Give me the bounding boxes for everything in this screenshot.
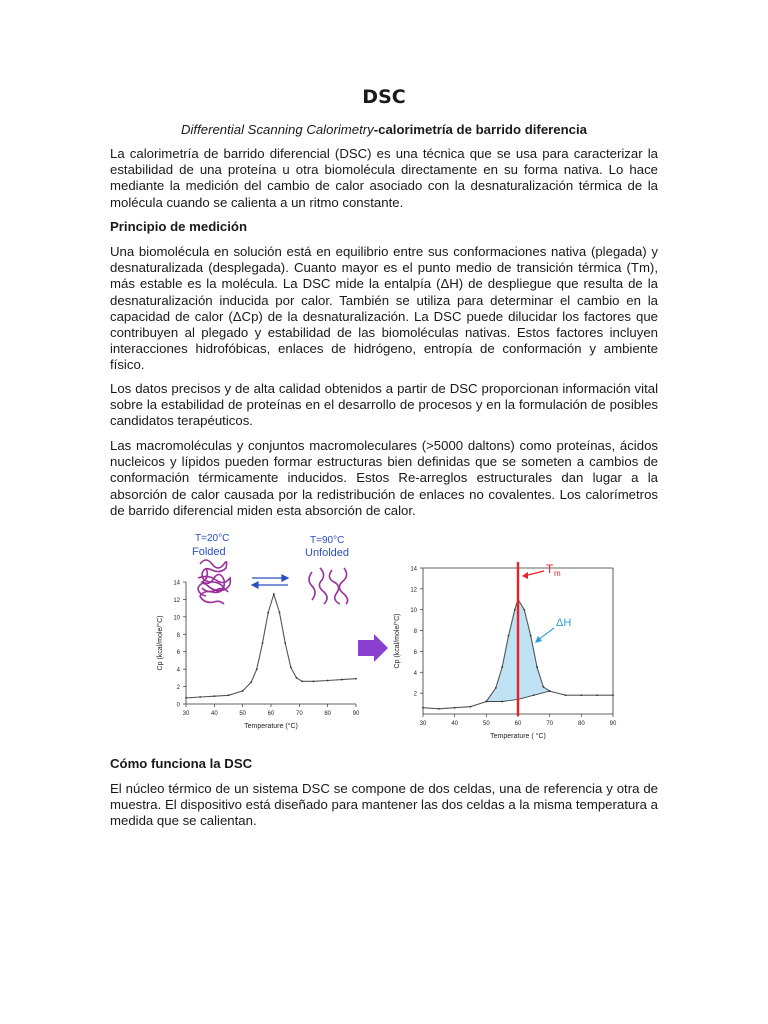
cp-curve (186, 594, 356, 698)
y-tick-label: 8 (176, 632, 180, 639)
data-point (514, 609, 516, 611)
x-tick-label: 50 (482, 721, 490, 727)
data-point (273, 593, 275, 595)
paragraph-data-quality: Los datos precisos y de alta calidad obtenidos a partir de DSC proporcionan información vital sobre la estabilidad de proteínas en el desarrollo de procesos y en la formulación de posibles candidatos terapéuticos. (110, 381, 658, 429)
folded-molecule-icon (198, 560, 230, 604)
data-point (542, 686, 544, 688)
y-tick-label: 10 (410, 608, 417, 615)
x-axis-label: Temperature (°C) (244, 723, 298, 730)
data-point (301, 680, 303, 682)
unfolded-molecule-icon (309, 568, 348, 604)
y-tick-label: 2 (413, 691, 417, 698)
y-axis-label: Cp (kcal/mole/°C) (157, 615, 164, 671)
data-point (262, 642, 264, 644)
data-point (279, 612, 281, 614)
y-tick-label: 2 (176, 685, 180, 692)
heading-principle: Principio de medición (110, 219, 248, 234)
data-point (296, 677, 298, 679)
data-point (470, 706, 472, 708)
folded-temp-label: T=20°C (195, 533, 230, 544)
data-point (536, 666, 538, 668)
x-tick-label: 40 (210, 711, 218, 717)
x-tick-label: 30 (182, 711, 190, 717)
tm-pointer-head (522, 572, 528, 579)
paragraph-how-it-works: El núcleo térmico de un sistema DSC se compone de dos celdas, una de referencia y otra de muestra. El dispositivo está diseñado para mantener las dos celdas a la misma temperatura a medida que se calientan. (110, 781, 658, 829)
data-point (495, 687, 497, 689)
dh-label: ΔH (556, 617, 572, 629)
data-point (485, 701, 487, 703)
x-tick-label: 50 (239, 711, 247, 717)
data-point (341, 679, 343, 681)
heading-how-it-works: Cómo funciona la DSC (110, 756, 253, 771)
data-point (580, 694, 582, 696)
data-point (612, 694, 614, 696)
y-tick-label: 12 (410, 587, 417, 594)
x-tick-label: 40 (451, 721, 459, 727)
tm-subscript: m (554, 569, 561, 578)
x-tick-label: 90 (609, 721, 617, 727)
data-point (454, 707, 456, 709)
x-tick-label: 70 (295, 711, 303, 717)
y-axis-label: Cp (kcal/mole/°C) (394, 613, 401, 669)
x-axis-label: Temperature ( °C) (490, 733, 546, 740)
dh-pointer (538, 628, 554, 640)
data-point (508, 635, 510, 637)
y-tick-label: 14 (173, 580, 180, 587)
data-point (242, 690, 244, 692)
y-tick-label: 0 (176, 702, 180, 709)
data-point (533, 694, 535, 696)
data-point (596, 694, 598, 696)
y-tick-label: 4 (176, 667, 180, 674)
data-point (327, 680, 329, 682)
data-point (565, 694, 567, 696)
dsc-figure-svg (140, 522, 640, 746)
y-tick-label: 6 (413, 649, 417, 656)
data-point (284, 642, 286, 644)
y-tick-label: 4 (413, 670, 417, 677)
data-point (313, 680, 315, 682)
x-tick-label: 80 (324, 711, 332, 717)
x-tick-label: 60 (267, 711, 275, 717)
page-title: DSC (362, 86, 406, 108)
data-point (213, 695, 215, 697)
x-tick-label: 60 (514, 721, 522, 727)
data-point (256, 668, 258, 670)
y-tick-label: 10 (173, 615, 180, 622)
data-point (290, 667, 292, 669)
data-point (549, 690, 551, 692)
y-tick-label: 14 (410, 566, 417, 573)
dh-pointer-head (535, 636, 542, 643)
folded-label: Folded (192, 546, 226, 558)
y-tick-label: 6 (176, 650, 180, 657)
paragraph-intro: La calorimetría de barrido diferencial (DSC) es una técnica que se usa para caracterizar la estabilidad de una proteína u otra biomolécula directamente en su forma nativa. Lo hace mediante la medición del cambio de calor asociado con la desnaturalización térmica de la molécula cuando se calienta a un ritmo constante. (110, 146, 658, 210)
chart-right (393, 562, 617, 740)
transition-arrow-icon (358, 634, 388, 662)
data-point (250, 681, 252, 683)
data-point (501, 701, 503, 703)
tm-label: T (546, 562, 554, 576)
page-subtitle (0, 122, 768, 137)
paragraph-macromolecules: Las macromoléculas y conjuntos macromoleculares (>5000 daltons) como proteínas, ácidos nucleicos y lípidos pueden formar estructuras bien definidas que se someten a cambios de conformación térmicamente inducidos. Estos Re-arreglos estructurales dan lugar a la absorción de calor causada por la redistribución de enlaces no covalentes. Los calorímetros de barrido diferencial miden esta absorción de calor. (110, 438, 658, 518)
y-tick-label: 8 (413, 629, 417, 636)
subtitle-english: Differential Scanning Calorimetry (180, 122, 374, 137)
x-tick-label: 80 (577, 721, 585, 727)
data-point (185, 697, 187, 699)
chart-left (156, 581, 360, 731)
unfolded-temp-label: T=90°C (310, 535, 345, 546)
data-point (530, 635, 532, 637)
x-tick-label: 70 (546, 721, 554, 727)
x-tick-label: 90 (352, 711, 360, 717)
equilibrium-arrows-icon (252, 575, 288, 588)
data-point (438, 708, 440, 710)
unfolded-label: Unfolded (305, 547, 350, 559)
x-tick-label: 30 (419, 721, 427, 727)
data-point (267, 612, 269, 614)
y-tick-label: 12 (173, 597, 180, 604)
data-point (228, 694, 230, 696)
paragraph-principle: Una biomolécula en solución está en equilibrio entre sus conformaciones nativa (plegada) y desnaturalizada (desplegada). Cuanto mayor es el punto medio de transición térmica (Tm), más estable es la molécula. La DSC mide la entalpía (ΔH) de despliegue que resulta de la desnaturalización inducida por calor. También se utiliza para determinar el cambio en la capacidad de calor (ΔCp) de la desnaturalización. La DSC puede dilucidar los factores que contribuyen al plegado y estabilidad de las biomoléculas nativas. Estos factores incluyen interacciones hidrofóbicas, enlaces de hidrógeno, entropía de conformación y ambiente físico. (110, 244, 658, 373)
data-point (422, 707, 424, 709)
data-point (501, 666, 503, 668)
data-point (523, 609, 525, 611)
data-point (199, 696, 201, 698)
data-point (355, 678, 357, 680)
subtitle-spanish: -calorimetría de barrido diferencia (373, 122, 588, 137)
dsc-figure (140, 522, 640, 746)
